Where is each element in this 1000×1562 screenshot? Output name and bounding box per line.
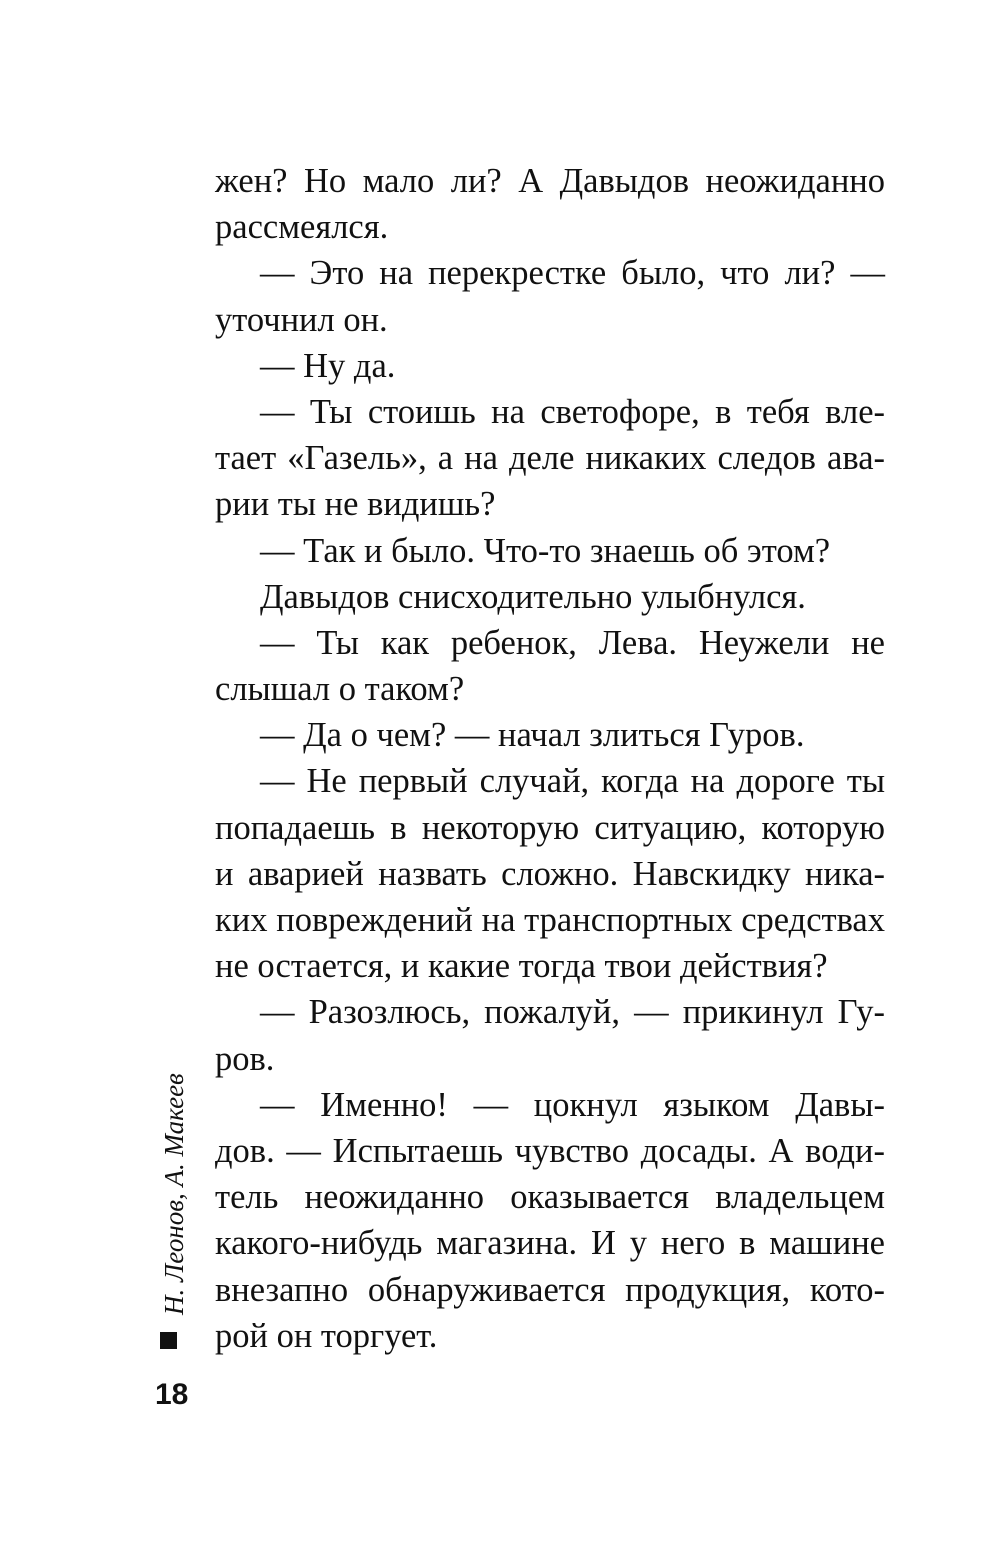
text-line: — Ты как ребенок, Лева. Неужели не [260, 623, 885, 662]
text-line: и аварией назвать сложно. Навскидку ника- [215, 854, 885, 893]
text-line: дов. — Испытаешь чувство досады. А води- [215, 1131, 885, 1170]
text-line: не остается, и какие тогда твои действия? [215, 947, 828, 986]
text-line: — Да о чем? — начал злиться Гуров. [260, 716, 805, 755]
text-line: — Не первый случай, когда на дороге ты [260, 762, 885, 801]
text-line: тель неожиданно оказывается владельцем [215, 1178, 885, 1217]
text-line: — Именно! — цокнул языком Давы- [260, 1085, 885, 1124]
text-line: рой он торгует. [215, 1316, 438, 1355]
text-line: — Ты стоишь на светофоре, в тебя вле- [260, 392, 885, 431]
text-line: Давыдов снисходительно улыбнулся. [260, 577, 806, 616]
running-author: Н. Леонов, А. Макеев [159, 1073, 189, 1315]
text-line: слышал о таком? [215, 670, 465, 709]
page-number: 18 [155, 1378, 189, 1411]
text-line: рии ты не видишь? [215, 485, 496, 524]
text-line: ров. [215, 1039, 275, 1078]
body-text [215, 158, 885, 1359]
text-line: — Так и было. Что-то знаешь об этом? [260, 531, 831, 570]
text-line: попадаешь в некоторую ситуацию, которую [215, 808, 885, 847]
text-line: — Разозлюсь, пожалуй, — прикинул Гу- [260, 993, 885, 1032]
text-line: — Это на перекрестке было, что ли? — [260, 254, 885, 293]
text-line: уточнил он. [215, 300, 388, 339]
running-head-square [160, 1332, 177, 1349]
text-line: жен? Но мало ли? А Давыдов неожиданно [215, 162, 885, 200]
text-line: — Ну да. [260, 346, 396, 385]
text-line: ких повреждений на транспортных средствах [215, 901, 885, 939]
text-line: какого-нибудь магазина. И у него в машине [215, 1224, 885, 1263]
text-line: тает «Газель», а на деле никаких следов ава- [215, 439, 885, 478]
text-line: внезапно обнаруживается продукция, кото- [215, 1270, 885, 1309]
text-line: рассмеялся. [215, 208, 389, 247]
